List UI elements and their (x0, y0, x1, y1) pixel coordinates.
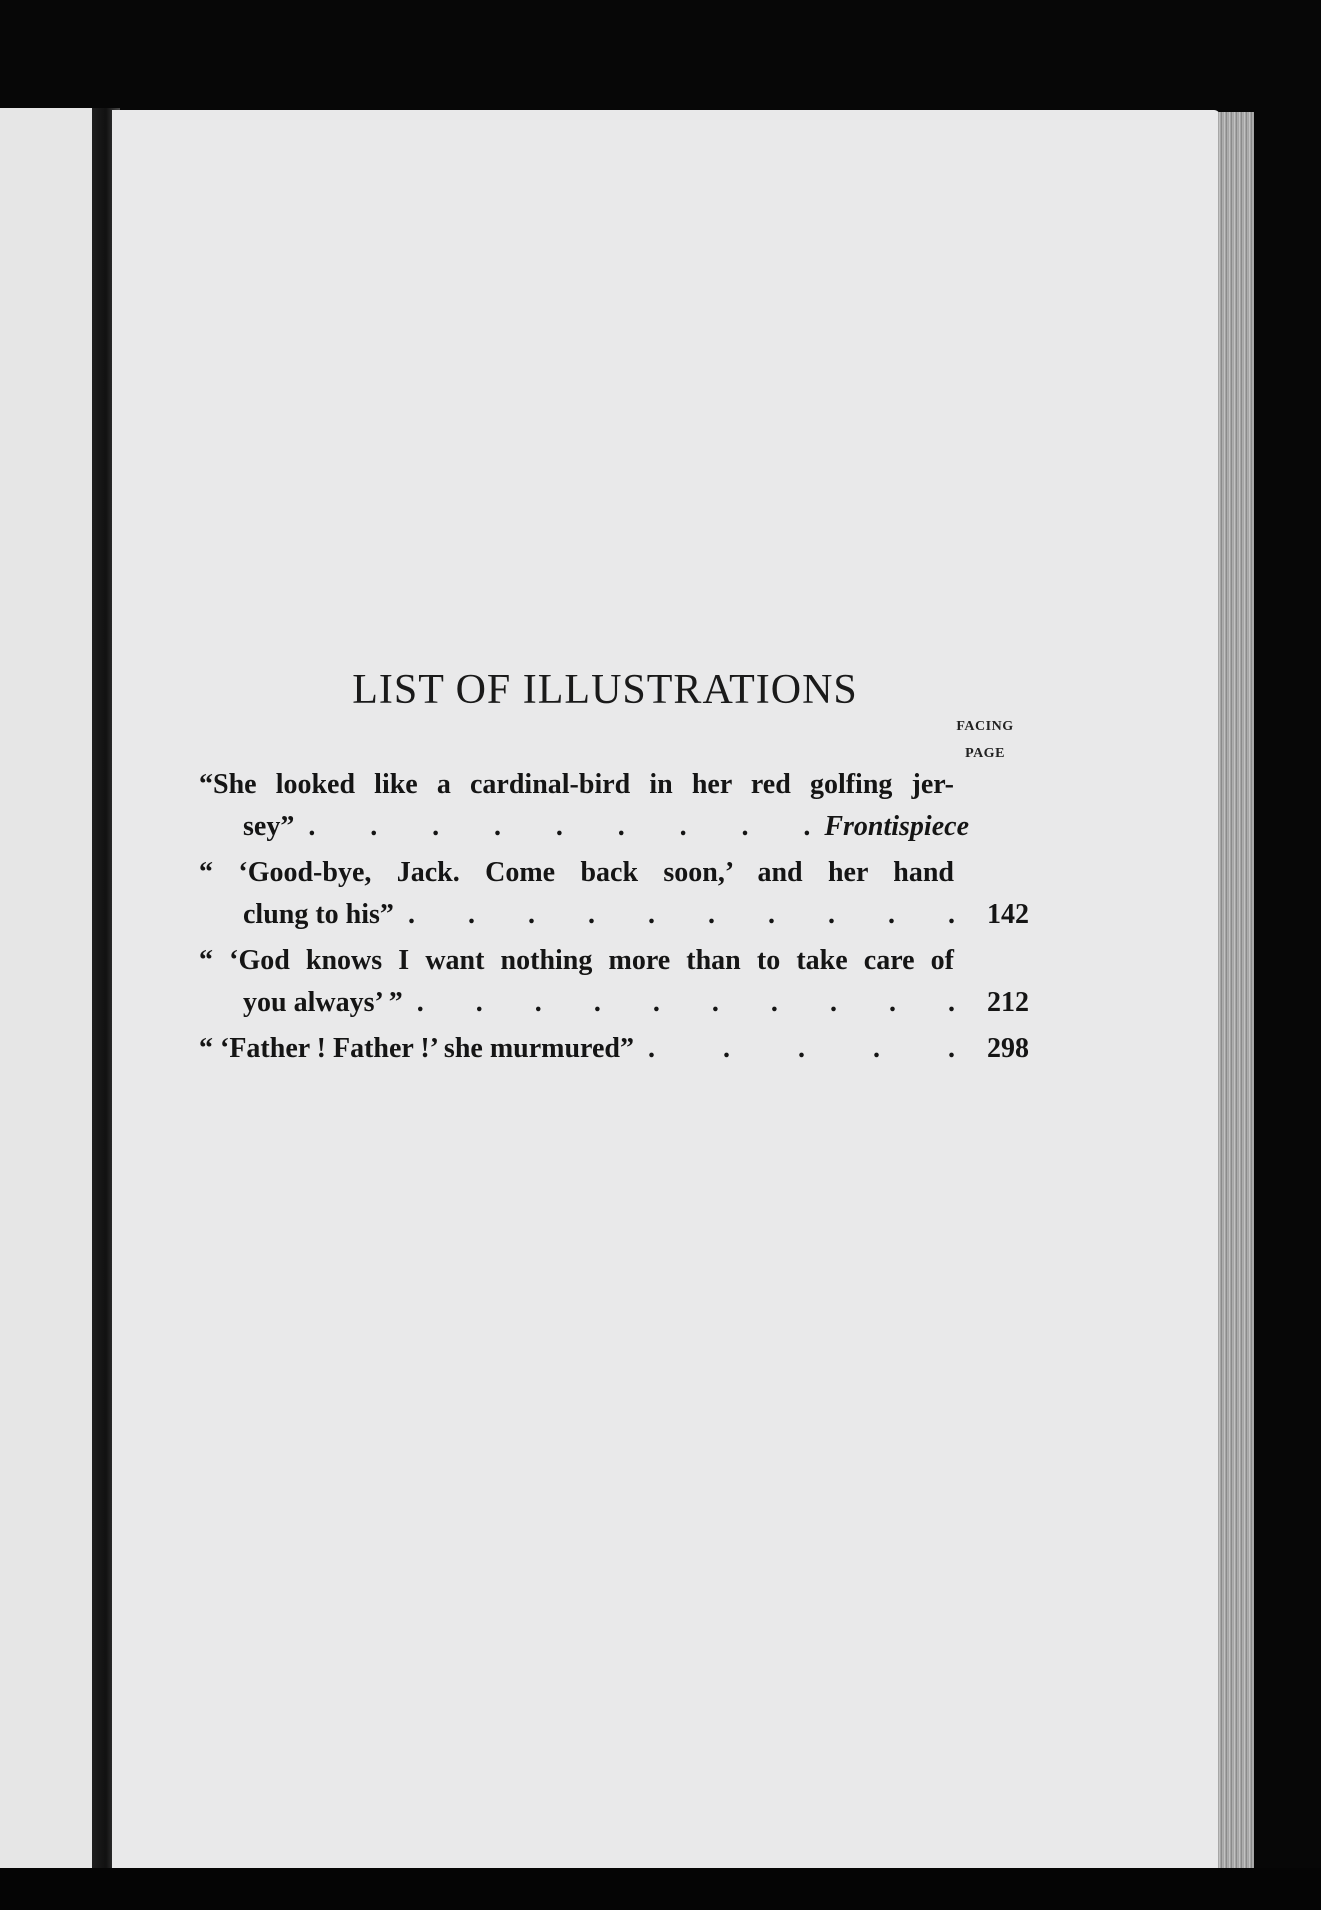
list-item (199, 1028, 1029, 1070)
page-title: LIST OF ILLUSTRATIONS (352, 667, 858, 713)
entry-caption-line1: “ ‘God knows I want nothing more than to take care of (199, 945, 954, 976)
entry-caption-line2 (199, 982, 1029, 1024)
list-item (199, 940, 1029, 1024)
illustrations-list (199, 764, 1029, 1074)
leader-dots: . . . . . . . . . . (416, 987, 955, 1018)
leader-dots: . . . . . . . . . . (407, 899, 955, 930)
entry-caption-end: you always’ ” (243, 987, 403, 1018)
page-label: PAGE (965, 746, 1005, 761)
entry-caption-end: sey” (243, 811, 295, 842)
leader-dots: . . . . . (647, 1033, 955, 1064)
entry-caption-line1: “ ‘Good-bye, Jack. Come back soon,’ and her hand (199, 857, 954, 888)
left-page-edge (0, 108, 96, 1870)
entry-caption-end: clung to his” (243, 899, 394, 930)
leader-dots: . . . . . . . . . (308, 811, 811, 842)
entry-page: 142 (987, 899, 1029, 930)
entry-caption: “ ‘Father ! Father !’ she murmured” (199, 1033, 634, 1064)
list-item (199, 852, 1029, 936)
entry-page: Frontispiece (824, 811, 969, 842)
entry-caption-line2 (199, 894, 1029, 936)
entry-caption-line2 (199, 806, 1029, 848)
entry-page: 298 (987, 1033, 1029, 1064)
list-item (199, 764, 1029, 848)
entry-page: 212 (987, 987, 1029, 1018)
page-stack-edge (1218, 112, 1254, 1872)
facing-page-header (940, 713, 1030, 767)
facing-label: FACING (956, 719, 1014, 734)
entry-caption-line1: “She looked like a cardinal-bird in her red golfing jer- (199, 769, 954, 800)
scan-background (0, 1868, 1321, 1910)
